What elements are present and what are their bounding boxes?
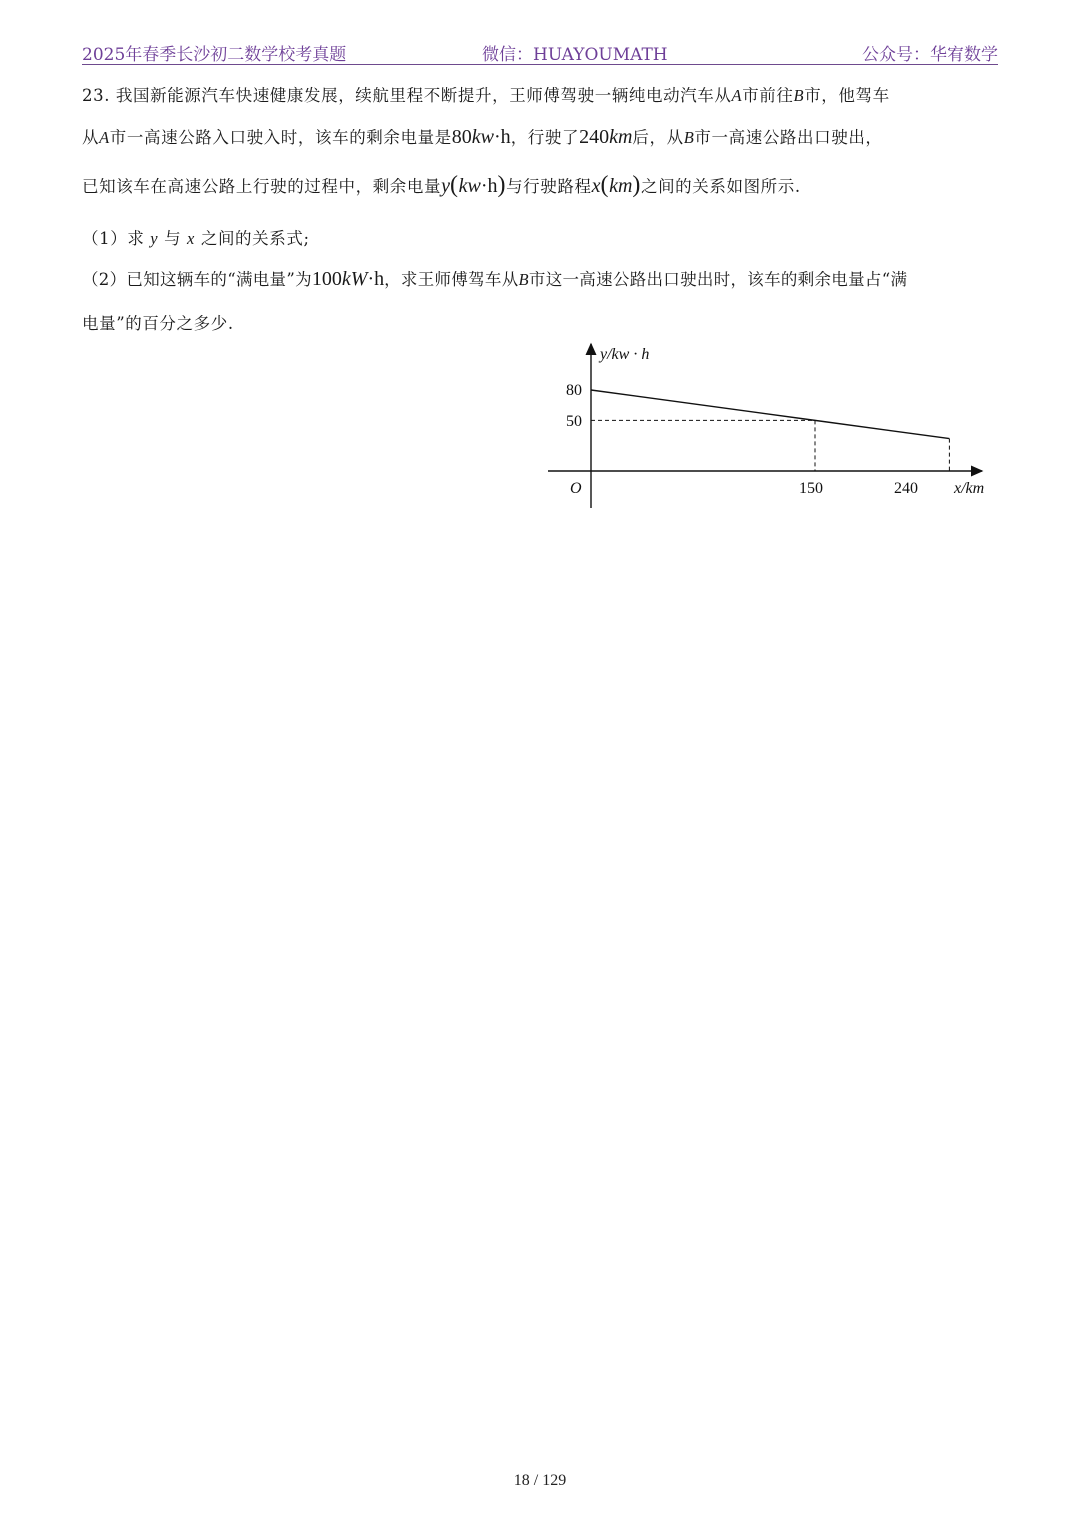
- dashed-guides: [591, 420, 949, 471]
- question-2-continued: 电量”的百分之多少.: [82, 314, 234, 333]
- y-tick-label: 50: [566, 413, 582, 430]
- page-header: [82, 38, 998, 65]
- problem-number: 23.: [82, 86, 111, 105]
- y-tick-label: 80: [566, 382, 582, 399]
- question-2-label: （2）: [82, 270, 127, 289]
- problem-line-3: 已知该车在高速公路上行驶的过程中，剩余电量y(kw·h)与行驶路程x(km)之间的关系如图所示.: [82, 172, 801, 198]
- y-axis-label: y/kw · h: [600, 346, 650, 363]
- question-1-label: （1）: [82, 229, 128, 248]
- problem-line-2: 从A市一高速公路入口驶入时，该车的剩余电量是80kw·h，行驶了240km后，从B市一高速公路出口驶出，: [82, 126, 883, 148]
- problem-line-1: 23. 我国新能源汽车快速健康发展，续航里程不断提升，王师傅驾驶一辆纯电动汽车从A市前往B市，他驾车: [82, 86, 890, 105]
- battery-distance-chart: [540, 336, 1010, 516]
- header-account: 公众号：华宥数学: [862, 45, 998, 65]
- header-title: 2025年春季长沙初二数学校考真题: [82, 45, 347, 65]
- data-series: [591, 390, 949, 439]
- page-number: 18 / 129: [513, 1472, 567, 1489]
- question-1: （1）求 y 与 x 之间的关系式;: [82, 229, 310, 248]
- series-line: [591, 390, 949, 439]
- origin-label: O: [570, 480, 582, 497]
- x-tick-label: 240: [894, 480, 918, 497]
- x-tick-label: 150: [799, 480, 823, 497]
- header-wechat: 微信：HUAYOUMATH: [482, 45, 668, 65]
- question-2: （2）已知这辆车的“满电量”为100kW·h，求王师傅驾车从B市这一高速公路出口驶出时，该车的剩余电量占“满: [82, 268, 908, 290]
- x-axis-label: x/km: [954, 480, 985, 497]
